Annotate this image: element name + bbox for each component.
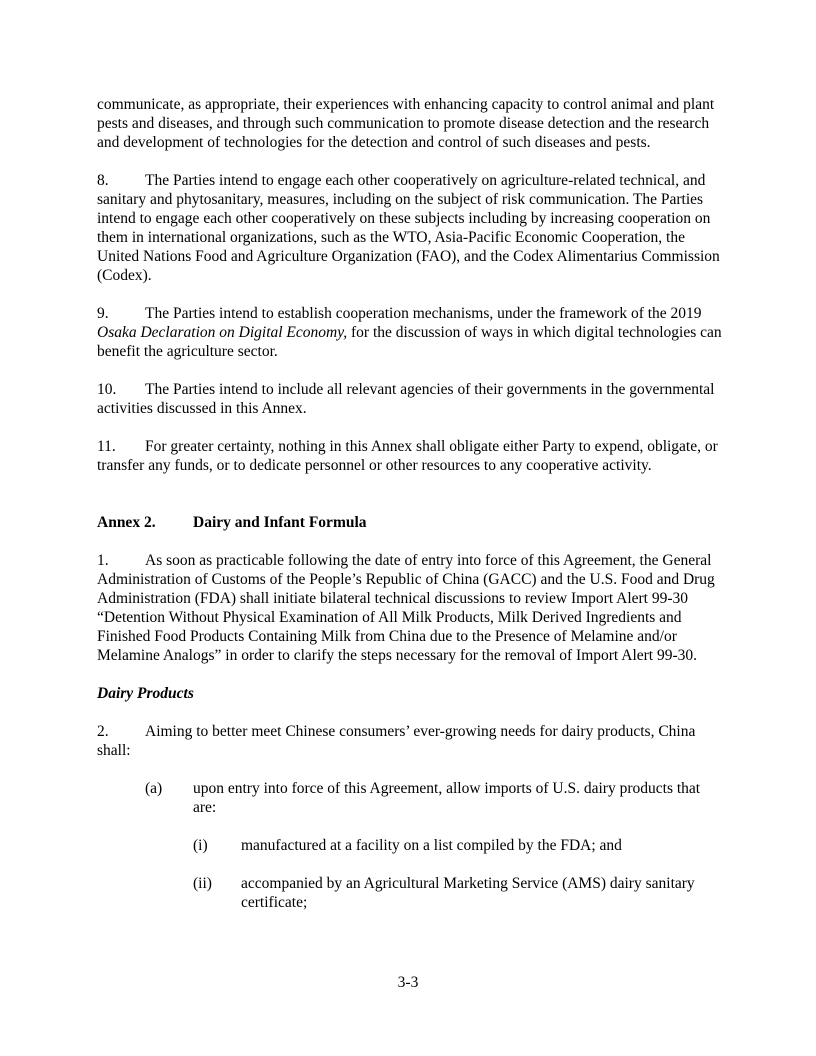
paragraph-9 bbox=[97, 304, 727, 361]
list-item-a bbox=[145, 779, 727, 817]
paragraph-number: 1. bbox=[97, 552, 109, 569]
list-label: (ii) bbox=[193, 875, 212, 892]
list-text: manufactured at a facility on a list compiled by the FDA; and bbox=[241, 837, 622, 854]
paragraph-text: Aiming to better meet Chinese consumers’ ever-growing needs for dairy products, China shall: bbox=[97, 723, 696, 759]
paragraph-11 bbox=[97, 437, 727, 475]
paragraph-8 bbox=[97, 171, 727, 285]
annex-paragraph-1 bbox=[97, 551, 727, 665]
section-subheading: Dairy Products bbox=[97, 685, 194, 702]
paragraph-10 bbox=[97, 380, 727, 418]
continuation-paragraph: communicate, as appropriate, their experiences with enhancing capacity to control animal and plant pests and diseases, and through such communication to promote disease detection and the research and development of technologies for the detection and control of such diseases and pests. bbox=[97, 96, 715, 151]
paragraph-number: 9. bbox=[97, 305, 109, 322]
paragraph-number: 11. bbox=[97, 438, 116, 455]
paragraph-text: The Parties intend to establish cooperation mechanisms, under the framework of the 2019 bbox=[145, 305, 702, 322]
annex-paragraph-2 bbox=[97, 722, 727, 760]
paragraph-number: 8. bbox=[97, 172, 109, 189]
list-text: upon entry into force of this Agreement, allow imports of U.S. dairy products that are: bbox=[193, 780, 701, 816]
list-item-ii bbox=[193, 874, 727, 912]
list-label: (i) bbox=[193, 837, 208, 854]
document-body bbox=[97, 95, 727, 912]
page-number: 3-3 bbox=[397, 974, 419, 991]
annex-title: Dairy and Infant Formula bbox=[193, 514, 367, 531]
paragraph-text: The Parties intend to engage each other cooperatively on agriculture-related technical, and sanitary and phytosanitary, measures, including on the subject of risk communication. The Parties intend to engage each other cooperatively on these subjects including by increasing cooperation on them in international organizations, such as the WTO, Asia-Pacific Economic Cooperation, the United Nations Food and Agriculture Organization (FAO), and the Codex Alimentarius Commission (Codex). bbox=[97, 172, 720, 284]
list-item-i bbox=[193, 836, 727, 855]
paragraph-text: for the discussion of ways in which digital technologies can benefit the agriculture sector. bbox=[97, 324, 722, 360]
list-label: (a) bbox=[145, 780, 163, 797]
declaration-title: Osaka Declaration on Digital Economy, bbox=[97, 324, 348, 341]
paragraph-number: 2. bbox=[97, 723, 109, 740]
paragraph-text: The Parties intend to include all relevant agencies of their governments in the governmental activities discussed in this Annex. bbox=[97, 381, 715, 417]
list-text: accompanied by an Agricultural Marketing Service (AMS) dairy sanitary certificate; bbox=[241, 875, 695, 911]
paragraph-number: 10. bbox=[97, 381, 117, 398]
paragraph-text: As soon as practicable following the date of entry into force of this Agreement, the General Administration of Customs of the People’s Republic of China (GACC) and the U.S. Food and Drug Administration (FDA) shall initiate bilateral technical discussions to review Import Alert 99-30 “Detention Without Physical Examination of All Milk Products, Milk Derived Ingredients and Finished Food Products Containing Milk from China due to the Presence of Melamine and/or Melamine Analogs” in order to clarify the steps necessary for the removal of Import Alert 99-30. bbox=[97, 552, 715, 664]
annex-heading bbox=[97, 513, 727, 532]
paragraph-text: For greater certainty, nothing in this Annex shall obligate either Party to expend, obligate, or transfer any funds, or to dedicate personnel or other resources to any cooperative activity. bbox=[97, 438, 718, 474]
annex-label: Annex 2. bbox=[97, 514, 156, 531]
